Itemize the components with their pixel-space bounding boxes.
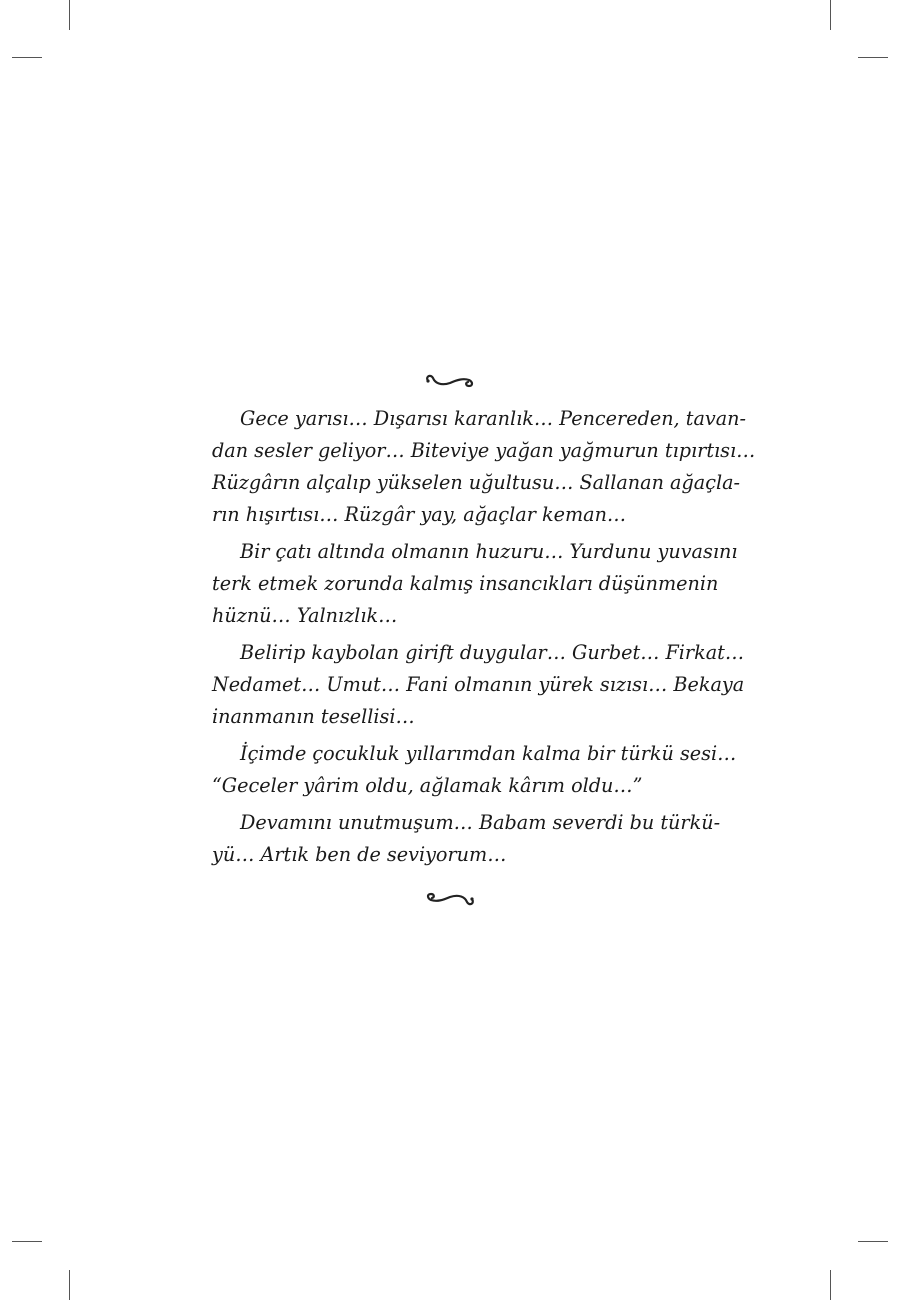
crop-mark-bottom-left-vertical [69, 1270, 70, 1300]
swirl-ornament-icon [423, 889, 477, 907]
paragraph [212, 536, 738, 632]
text-line: Rüzgârın alçalıp yükselen uğultusu… Sallanan ağaçla- [212, 471, 741, 494]
crop-mark-top-left-horizontal [12, 57, 42, 58]
text-line: Belirip kaybolan girift duygular… Gurbet… Firkat… [240, 641, 745, 664]
text-line: Devamını unutmuşum… Babam severdi bu türkü- [240, 811, 721, 834]
paragraph [212, 738, 737, 802]
text-line: dan sesler geliyor… Biteviye yağan yağmurun tıpırtısı… [212, 439, 756, 462]
crop-mark-top-left-vertical [69, 0, 70, 30]
text-line: terk etmek zorunda kalmış insancıkları düşünmenin [212, 572, 719, 595]
crop-mark-bottom-right-horizontal [858, 1241, 888, 1242]
swirl-ornament-icon [423, 373, 477, 391]
crop-mark-top-right-horizontal [858, 57, 888, 58]
bottom-ornament [0, 886, 900, 910]
text-line: hüznü… Yalnızlık… [212, 604, 398, 627]
crop-mark-bottom-left-horizontal [12, 1241, 42, 1242]
poem-text-block [212, 403, 756, 876]
top-ornament [0, 370, 900, 394]
paragraph [212, 403, 756, 531]
text-line: yü… Artık ben de seviyorum… [212, 843, 507, 866]
text-line: rın hışırtısı… Rüzgâr yay, ağaçlar keman… [212, 503, 627, 526]
crop-mark-bottom-right-vertical [830, 1270, 831, 1300]
paragraph [212, 807, 721, 871]
text-line: Gece yarısı… Dışarısı karanlık… Pencereden, tavan- [240, 407, 747, 430]
text-line: “Geceler yârim oldu, ağlamak kârım oldu…” [212, 774, 643, 797]
crop-mark-top-right-vertical [830, 0, 831, 30]
paragraph [212, 637, 745, 733]
text-line: İçimde çocukluk yıllarımdan kalma bir türkü sesi… [240, 742, 737, 765]
text-line: inanmanın tesellisi… [212, 705, 415, 728]
text-line: Bir çatı altında olmanın huzuru… Yurdunu yuvasını [240, 540, 738, 563]
text-line: Nedamet… Umut… Fani olmanın yürek sızısı… Bekaya [212, 673, 745, 696]
